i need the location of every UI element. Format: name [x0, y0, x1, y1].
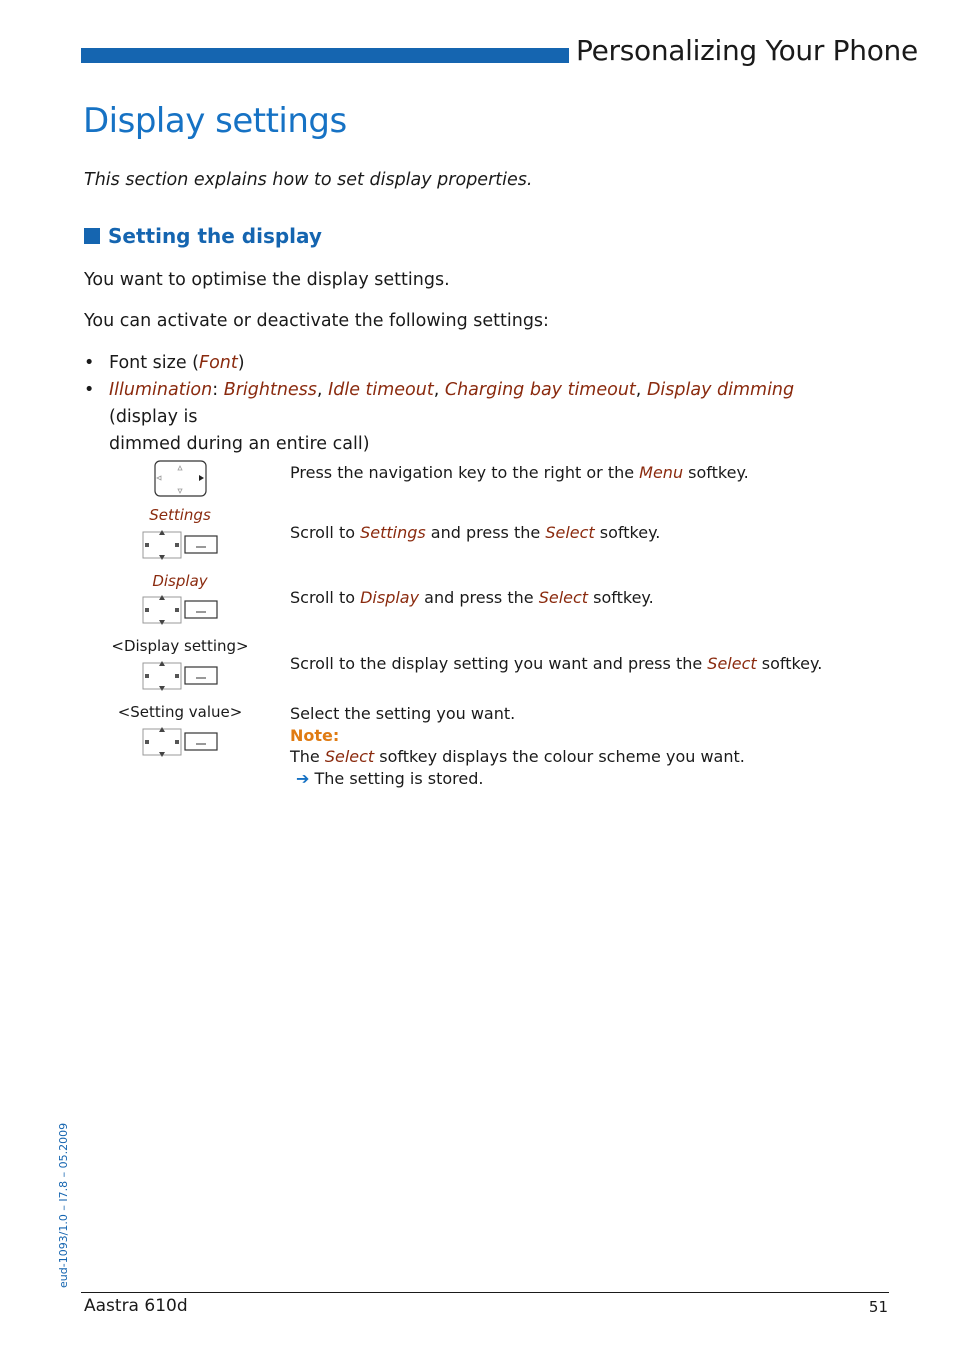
- bullet-icon: •: [84, 353, 95, 373]
- scroll-select-icon: [142, 595, 220, 625]
- intro-text: This section explains how to set display properties.: [84, 170, 533, 190]
- header-bar: [81, 48, 569, 63]
- note-label: Note:: [290, 725, 340, 745]
- label-setting-value: <Setting value>: [117, 703, 243, 721]
- step-2: Scroll to Settings and press the Select softkey.: [290, 523, 661, 542]
- list-item: • Font size (Font): [84, 350, 844, 377]
- result-arrow-icon: ➔: [296, 768, 310, 788]
- scroll-select-icon: [142, 530, 220, 560]
- step-1: Press the navigation key to the right or the Menu softkey.: [290, 463, 749, 482]
- step-3: Scroll to Display and press the Select softkey.: [290, 588, 654, 607]
- label-settings: Settings: [149, 506, 211, 524]
- page-number: 51: [868, 1298, 888, 1316]
- document-reference: eud-1093/1.0 – I7.8 – 05.2009: [57, 1122, 70, 1288]
- scroll-select-icon: [142, 661, 220, 691]
- chapter-title: Personalizing Your Phone: [576, 34, 918, 67]
- section-heading: Setting the display: [84, 224, 322, 248]
- product-name: Aastra 610d: [84, 1296, 188, 1316]
- label-display: Display: [152, 572, 208, 590]
- paragraph-1: You want to optimise the display settings.: [84, 270, 450, 290]
- step-5: Select the setting you want. Note: The Select softkey displays the colour scheme you want. ➔ The setting is stored.: [290, 704, 745, 788]
- bullet-icon: •: [84, 380, 95, 400]
- page-title: Display settings: [83, 101, 347, 141]
- navigation-key-right-icon: [154, 460, 208, 498]
- heading-square-icon: [84, 228, 100, 244]
- footer-divider: [81, 1292, 889, 1293]
- list-item: • Illumination: Brightness, Idle timeout, Charging bay timeout, Display dimming (display is dimmed during an entire call): [84, 377, 844, 458]
- scroll-select-icon: [142, 727, 220, 757]
- step-4: Scroll to the display setting you want and press the Select softkey.: [290, 654, 823, 673]
- settings-list: [84, 350, 844, 458]
- paragraph-2: You can activate or deactivate the following settings:: [84, 311, 549, 331]
- label-display-setting: <Display setting>: [111, 637, 249, 655]
